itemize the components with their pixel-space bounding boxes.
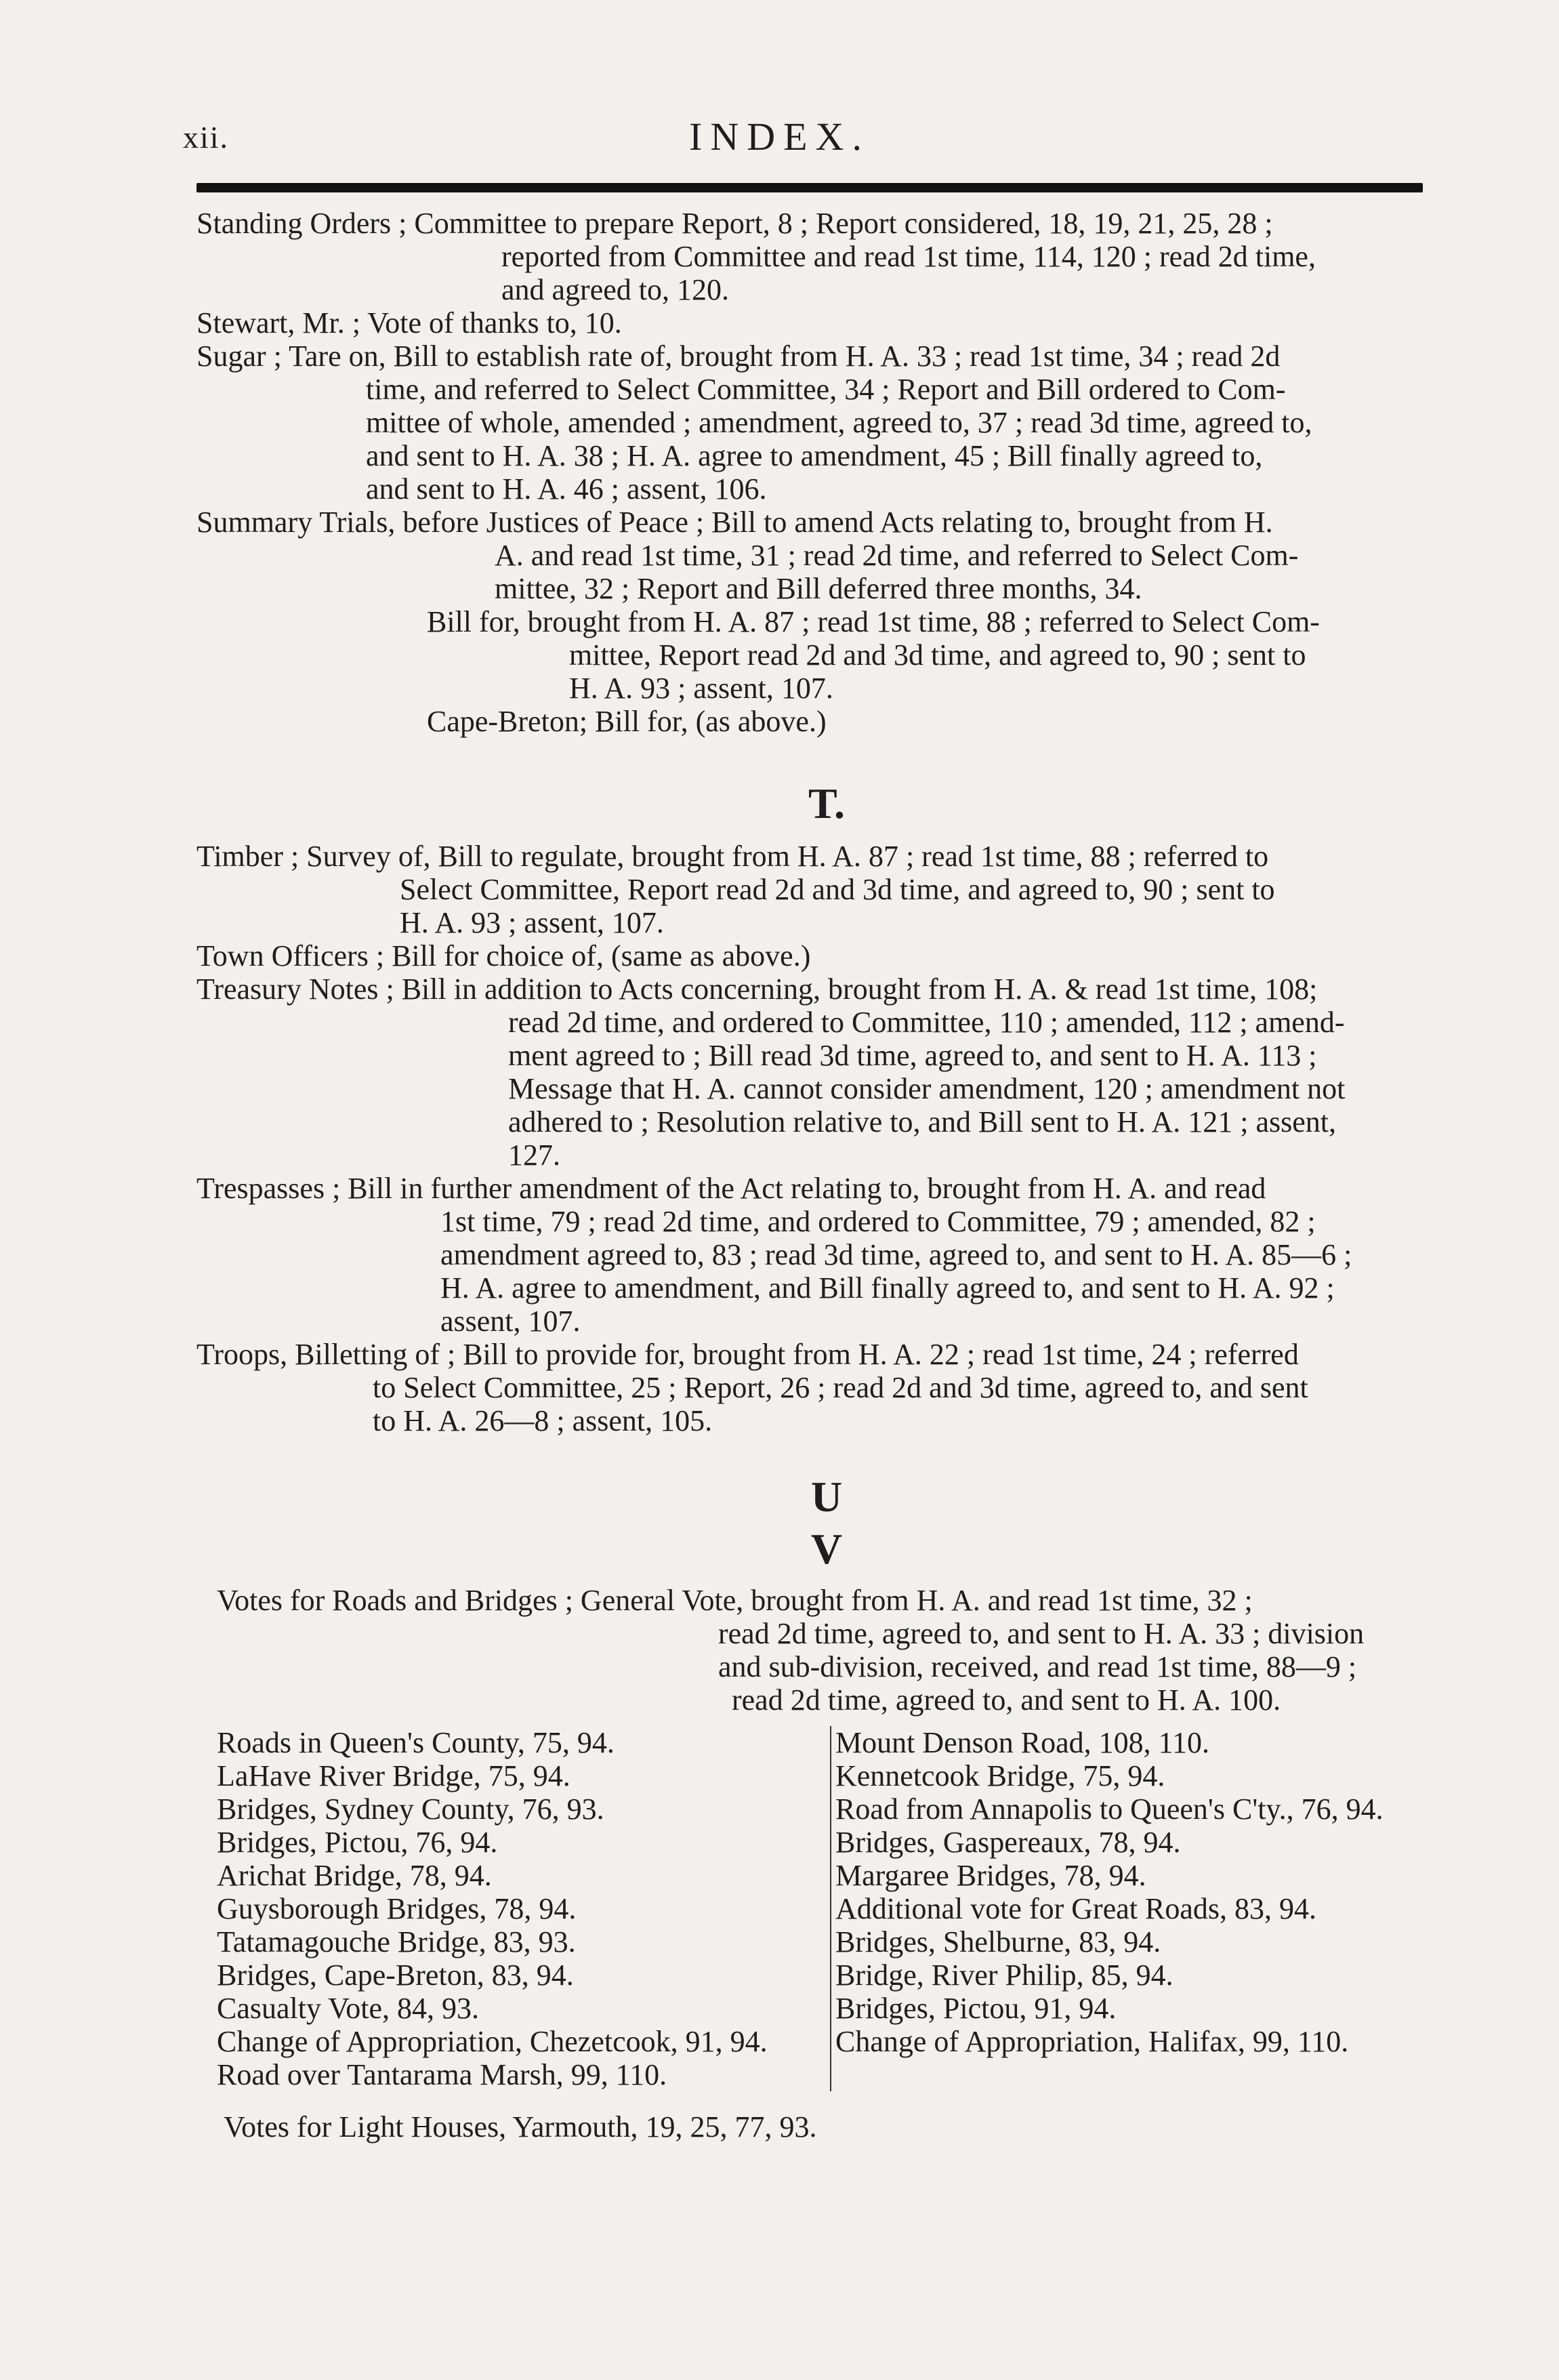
index-entry-town-officers: Town Officers ; Bill for choice of, (same as above.) — [196, 939, 811, 972]
index-body — [196, 207, 1457, 2143]
index-entry-timber: Timber ; Survey of, Bill to regulate, brought from H. A. 87 ; read 1st time, 88 ; referred to Select Committee, Report read 2d and 3d time, and agreed to, 90 ; sent to H. A. 93 ; assent, 107. — [196, 840, 1275, 939]
index-subentry-summary-trials-bill: Bill for, brought from H. A. 87 ; read 1st time, 88 ; referred to Select Com- mittee, Report read 2d and 3d time, and agreed to, 90 ; sent to H. A. 93 ; assent, 107. — [427, 605, 1320, 705]
votes-two-column-list — [196, 1726, 1457, 2091]
section-letter-v: V — [810, 1525, 843, 1573]
page-number: xii. — [183, 120, 230, 155]
section-letter-t: T. — [808, 779, 845, 827]
vote-item: Bridges, Pictou, 76, 94. — [217, 1826, 498, 1859]
vote-item: Change of Appropriation, Chezetcook, 91, 94. — [217, 2025, 768, 2058]
vote-item: Tatamagouche Bridge, 83, 93. — [217, 1925, 576, 1958]
vote-item: Road from Annapolis to Queen's C'ty., 76, 94. — [835, 1792, 1384, 1826]
vote-item: Road over Tantarama Marsh, 99, 110. — [217, 2058, 667, 2091]
votes-left-column — [196, 1726, 830, 2091]
vote-item: Mount Denson Road, 108, 110. — [835, 1726, 1210, 1759]
vote-item: Change of Appropriation, Halifax, 99, 110. — [835, 2025, 1349, 2058]
index-entry-standing-orders: Standing Orders ; Committee to prepare Report, 8 ; Report considered, 18, 19, 21, 25, 28 ; reported from Committee and read 1st time, 114, 120 ; read 2d time, and agreed to, 120. — [196, 207, 1316, 306]
index-entry-treasury-notes: Treasury Notes ; Bill in addition to Acts concerning, brought from H. A. & read 1st time, 108; read 2d time, and ordered to Committee, 110 ; amended, 112 ; amend- ment agreed to ; Bill read 3d time, agreed to, and sent to H. A. 113 ; Message that H. A. cannot consider amendment, 120 ; amendment not adhered to ; Resolution relative to, and Bill sent to H. A. 121 ; assent, 127. — [196, 972, 1346, 1172]
index-subentry-cape-breton: Cape-Breton; Bill for, (as above.) — [427, 705, 827, 738]
index-entry-sugar: Sugar ; Tare on, Bill to establish rate of, brought from H. A. 33 ; read 1st time, 34 ; read 2d time, and referred to Select Committee, 34 ; Report and Bill ordered to Com- mittee of whole, amended ; amendment, agreed to, 37 ; read 3d time, agreed to, and sent to H. A. 38 ; H. A. agree to amendment, 45 ; Bill finally agreed to, and sent to H. A. 46 ; assent, 106. — [196, 340, 1312, 506]
vote-item: Arichat Bridge, 78, 94. — [217, 1859, 492, 1892]
index-entry-troops: Troops, Billetting of ; Bill to provide for, brought from H. A. 22 ; read 1st time, 24 ; referred to Select Committee, 25 ; Report, 26 ; read 2d and 3d time, agreed to, and sent to H. A. 26—8 ; assent, 105. — [196, 1338, 1308, 1437]
vote-item: Bridges, Cape-Breton, 83, 94. — [217, 1958, 574, 1992]
vote-item: Roads in Queen's County, 75, 94. — [217, 1726, 615, 1759]
vote-item: Bridges, Sydney County, 76, 93. — [217, 1792, 604, 1826]
vote-item: Guysborough Bridges, 78, 94. — [217, 1892, 577, 1925]
header-rule — [196, 183, 1423, 192]
index-entry-trespasses: Trespasses ; Bill in further amendment of the Act relating to, brought from H. A. and read 1st time, 79 ; read 2d time, and ordered to Committee, 79 ; amended, 82 ; amendment agreed to, 83 ; read 3d time, agreed to, and sent to H. A. 85—6 ; H. A. agree to amendment, and Bill finally agreed to, and sent to H. A. 92 ; assent, 107. — [196, 1172, 1352, 1338]
index-entry-votes-roads-bridges: Votes for Roads and Bridges ; General Vote, brought from H. A. and read 1st time, 32 ; read 2d time, agreed to, and sent to H. A. 33 ; division and sub-division, received, and read 1st time, 88—9 ; read 2d time, agreed to, and sent to H. A. 100. — [217, 1584, 1365, 1717]
index-entry-summary-trials: Summary Trials, before Justices of Peace ; Bill to amend Acts relating to, brought from H. A. and read 1st time, 31 ; read 2d time, and referred to Select Com- mittee, 32 ; Report and Bill deferred three months, 34. — [196, 506, 1299, 605]
section-letter-u: U — [810, 1473, 843, 1521]
vote-item: Kennetcook Bridge, 75, 94. — [835, 1759, 1165, 1792]
vote-item: Casualty Vote, 84, 93. — [217, 1992, 480, 2025]
votes-right-column — [830, 1726, 1457, 2091]
vote-item: Bridges, Pictou, 91, 94. — [835, 1992, 1117, 2025]
page-title: INDEX. — [689, 115, 870, 159]
vote-item: Bridges, Shelburne, 83, 94. — [835, 1925, 1161, 1958]
index-entry-light-houses: Votes for Light Houses, Yarmouth, 19, 25, 77, 93. — [224, 2110, 817, 2143]
vote-item: Bridge, River Philip, 85, 94. — [835, 1958, 1173, 1992]
vote-item: Margaree Bridges, 78, 94. — [835, 1859, 1146, 1892]
index-entry-stewart: Stewart, Mr. ; Vote of thanks to, 10. — [196, 306, 622, 340]
vote-item: Additional vote for Great Roads, 83, 94. — [835, 1892, 1316, 1925]
vote-item: Bridges, Gaspereaux, 78, 94. — [835, 1826, 1181, 1859]
vote-item: LaHave River Bridge, 75, 94. — [217, 1759, 570, 1792]
